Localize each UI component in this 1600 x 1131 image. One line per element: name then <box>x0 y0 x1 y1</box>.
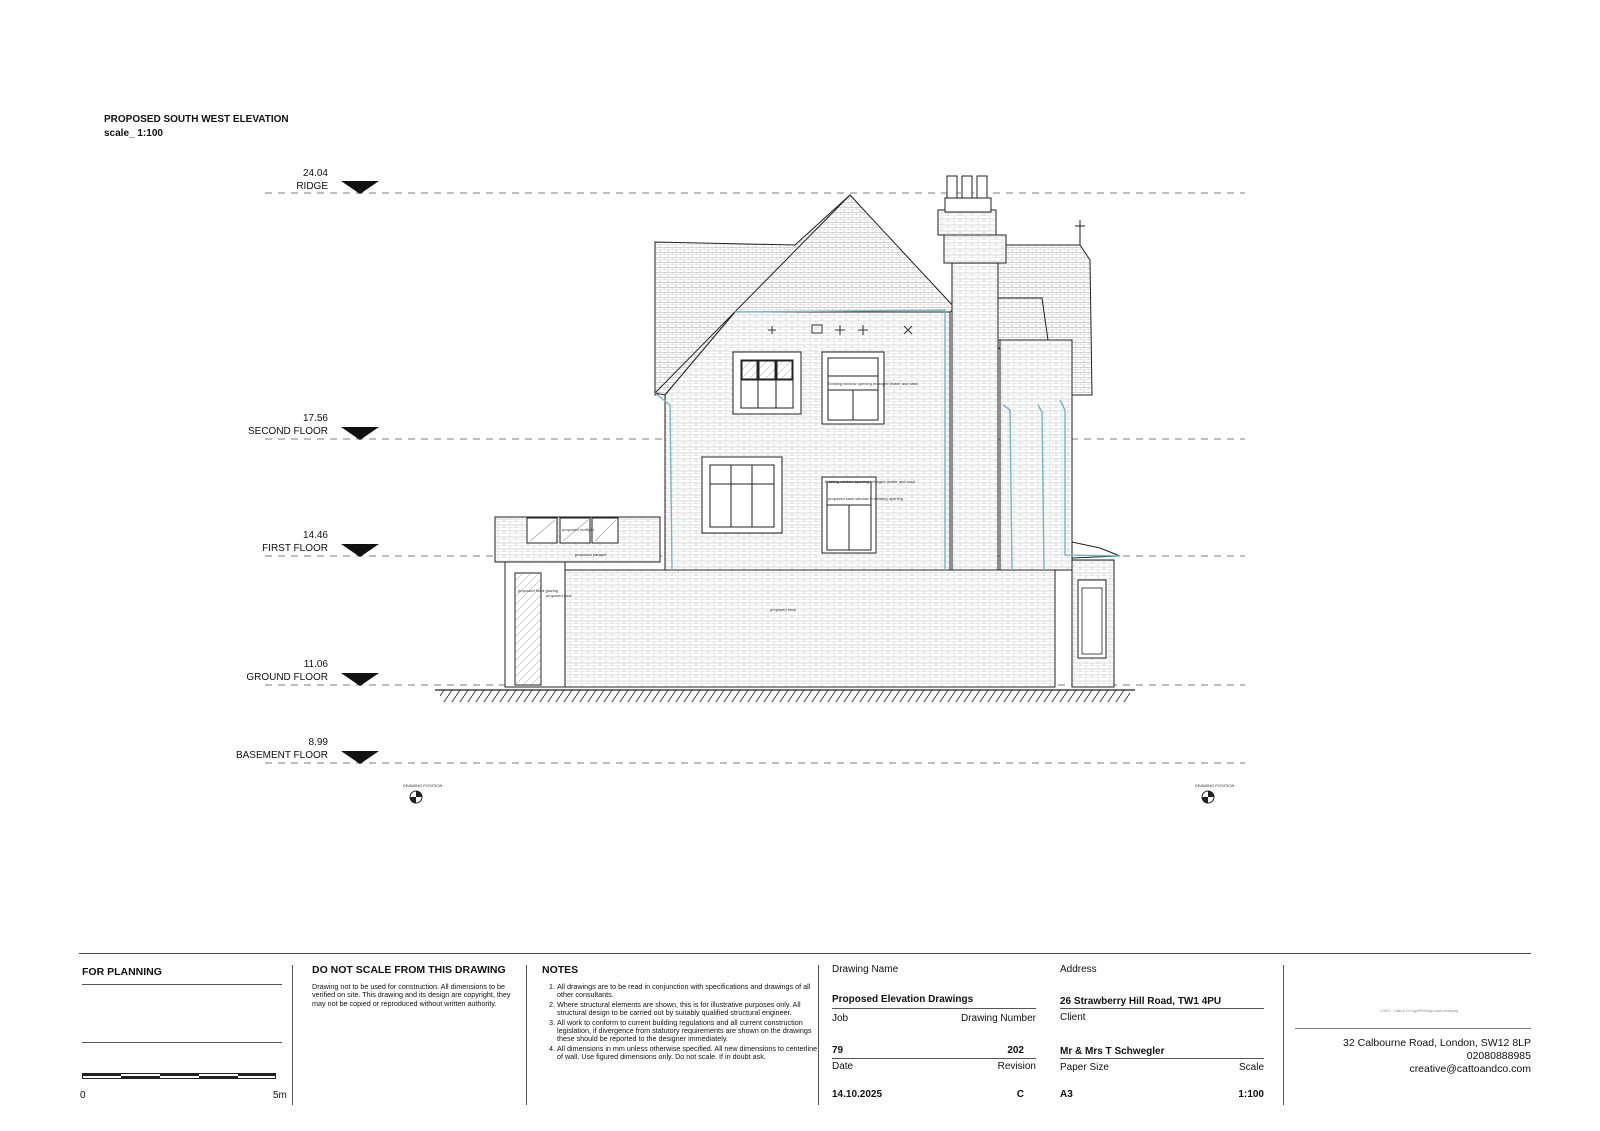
level-ground-floor-value: 11.06 <box>303 659 328 670</box>
level-ridge-name: RIDGE <box>296 181 328 192</box>
note-item: 4. All dimensions in mm unless otherwise specified. All new dimensions to centerline of wall. Use figured dimensions only. Do not scale. If in doubt ask. <box>557 1045 819 1062</box>
status-label: FOR PLANNING <box>82 966 162 978</box>
title-block-top-rule <box>79 953 1531 954</box>
divider <box>832 1058 1036 1059</box>
level-basement-floor-name: BASEMENT FLOOR <box>235 750 328 761</box>
level-ground-floor-name: GROUND FLOOR <box>246 672 328 683</box>
date-value: 14.10.2025 <box>832 1089 883 1100</box>
annotation-door: proposed door <box>546 593 572 598</box>
paper-size-value: A3 <box>1060 1089 1073 1100</box>
first-floor-window-left <box>702 457 782 533</box>
chimney-pot <box>977 176 987 198</box>
notes-list <box>541 983 819 1063</box>
annotation-parapet: proposed parapet <box>575 552 607 557</box>
drawing-number-value: 202 <box>1007 1045 1024 1056</box>
warning-text: Drawing not to be used for construction. All dimensions to be verified on site. This drawing and its design are copyright, they may not be copied or reproduced without written authority. <box>312 982 511 1008</box>
annotation-rooflight: proposed rooflight <box>562 527 595 532</box>
ridge-marker <box>341 181 379 194</box>
second-floor-marker <box>341 427 379 440</box>
level-first-floor-value: 14.46 <box>302 530 328 541</box>
garden-wall <box>565 570 1055 687</box>
warning-heading: DO NOT SCALE FROM THIS DRAWING <box>312 964 506 976</box>
office-phone: 02080888985 <box>1466 1050 1531 1062</box>
annotation-glazing: proposed fixed glazing <box>518 588 559 593</box>
level-second-floor-name: SECOND FLOOR <box>247 426 328 437</box>
scale-bar <box>82 1073 276 1079</box>
client-label: Client <box>1060 1012 1086 1023</box>
annotation-window-upper: Existing window opening enlarged timber and sash <box>828 381 919 386</box>
date-label: Date <box>832 1061 854 1072</box>
drawing-title: PROPOSED SOUTH WEST ELEVATION <box>104 114 289 125</box>
first-floor-marker <box>341 544 379 557</box>
annotation-brick: proposed brick <box>770 607 797 612</box>
company-logo: LOGO - Catto & Co logo/PNG/logo-dark-small.png <box>1380 1009 1459 1013</box>
level-markers <box>341 181 379 764</box>
scale-label: Scale <box>1238 1062 1264 1073</box>
upper-window-right <box>822 352 884 424</box>
office-email[interactable]: creative@cattoandco.com <box>1409 1063 1531 1075</box>
scale-value: 1:100 <box>1238 1089 1264 1100</box>
divider <box>1060 1058 1264 1059</box>
level-first-floor-name: FIRST FLOOR <box>262 543 328 554</box>
office-address: 32 Calbourne Road, London, SW12 8LP <box>1343 1037 1531 1049</box>
divider <box>1060 1008 1264 1009</box>
drawing-name: Proposed Elevation Drawings <box>832 994 974 1005</box>
drawing-number-label: Drawing Number <box>960 1013 1036 1024</box>
title-block-divider <box>1283 965 1284 1105</box>
annotation-position-left: DRAWING POSITION <box>403 783 443 788</box>
chimney-pot <box>962 176 972 198</box>
job-value: 79 <box>832 1045 844 1056</box>
level-basement-floor-value: 8.99 <box>308 737 328 748</box>
ground-floor-marker <box>341 673 379 686</box>
job-label: Job <box>832 1013 849 1024</box>
level-ridge-value: 24.04 <box>302 168 328 179</box>
annotation-window-lower-a: Existing window opening enlarged timber and sash <box>825 479 916 484</box>
address-value: 26 Strawberry Hill Road, TW1 4PU <box>1060 996 1222 1007</box>
scalebar-start: 0 <box>80 1090 86 1101</box>
annotation-window-lower-b: proposed sash window in existing opening <box>828 496 903 501</box>
scalebar-end: 5m <box>273 1090 287 1101</box>
drawing-position-right <box>1202 791 1214 803</box>
drawing-position-left <box>410 791 422 803</box>
revision-label: Revision <box>997 1061 1036 1072</box>
upper-window-left <box>733 352 801 414</box>
first-floor-window-right <box>822 477 876 553</box>
divider <box>82 984 282 985</box>
chimney-pot <box>947 176 957 198</box>
paper-size-label: Paper Size <box>1060 1062 1109 1073</box>
annotation-position-right: DRAWING POSITION <box>1195 783 1235 788</box>
address-label: Address <box>1060 964 1097 975</box>
note-item: 3. All work to conform to current building regulations and all current construction legislation, if divergence from statutory requirements are shown on the drawings these should be reported to the designer immediately. <box>557 1019 819 1044</box>
title-block-divider <box>526 965 527 1105</box>
notes-heading: NOTES <box>542 964 579 976</box>
divider <box>82 1042 282 1043</box>
revision-value: C <box>1016 1089 1024 1100</box>
title-block-divider <box>292 965 293 1105</box>
client-value: Mr & Mrs T Schwegler <box>1060 1046 1165 1057</box>
divider <box>832 1008 1036 1009</box>
ground-hatch <box>440 690 1130 702</box>
right-dormer-roof <box>995 298 1048 340</box>
note-item: 1. All drawings are to be read in conjunction with specifications and drawings of all other consultants. <box>557 983 819 1000</box>
drawing-scale: scale_ 1:100 <box>104 128 163 139</box>
level-second-floor-value: 17.56 <box>302 413 328 424</box>
note-item: 2. Where structural elements are shown, this is for illustrative purposes only. All structural design to be carried out by suitably qualified structural engineer. <box>557 1001 819 1018</box>
basement-floor-marker <box>341 751 379 764</box>
drawing-name-label: Drawing Name <box>832 964 899 975</box>
chimney-stack <box>952 262 998 570</box>
divider <box>1295 1028 1531 1029</box>
